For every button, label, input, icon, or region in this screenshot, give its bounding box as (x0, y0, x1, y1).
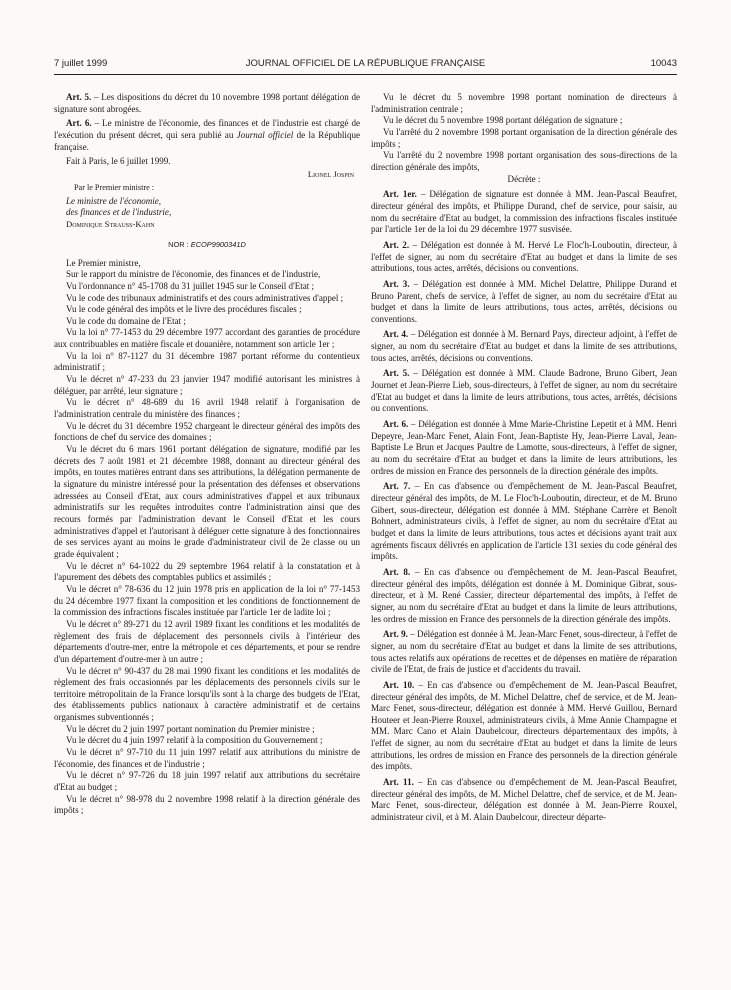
nor-label: NOR : (168, 239, 191, 249)
visa-paragraph: Vu le décret du 2 juin 1997 portant nomination du Premier ministre ; (66, 723, 315, 734)
article-text: – Délégation est donnée à M. Bernard Pays, directeur adjoint, à l'effet de signer, au nom du secrétaire d'Etat au budget et dans la limite de ses attributions, tous actes, arrêtés, décisions ou conventions. (371, 329, 677, 363)
visa-paragraph: Vu le décret n° 47-233 du 23 janvier 1947 modifié autorisant les ministres à déléguer, par arrêté, leur signature ; (54, 374, 360, 396)
article-text: – Délégation est donnée à MM. Claude Badrone, Bruno Gibert, Jean Journet et Jean-Pierre Lieb, sous-directeurs, à l'effet de signer, au nom du secrétaire d'Etat au budget et dans la limite de leurs attributions, tous actes, arrêtés, décisions ou conventions. (371, 368, 678, 414)
minister-title-1: Le ministre de l'économie, (66, 195, 162, 206)
article-5 (54, 92, 360, 115)
article-paragraph (371, 777, 677, 824)
header-date: 7 juillet 1999 (54, 58, 108, 69)
par-premier-ministre: Par le Premier ministre : (74, 183, 155, 193)
visa-paragraph: Vu le décret n° 64-1022 du 29 septembre 1964 relatif à la constatation et à l'apurement des débets des comptables publics et assimilés ; (54, 560, 360, 583)
article-text: – Délégation est donnée à M. Hervé Le Floc'h-Louboutin, directeur, à l'effet de signer, au nom du secrétaire d'Etat au budget et dans la limite de ses attributions, tous actes, arrêtés, décisions ou conventions. (371, 239, 677, 274)
visa-paragraph: Vu le décret n° 97-726 du 18 juin 1997 relatif aux attributions du secrétaire d'Etat au budget ; (54, 770, 360, 793)
visa-paragraph: Vu l'arrêté du 2 novembre 1998 portant organisation de la direction générale des impôts ; (371, 126, 677, 149)
article-text: de la République française. (54, 129, 360, 152)
visa-paragraph: Le Premier ministre, (66, 257, 141, 268)
article-text: – Délégation est donnée à MM. Michel Delattre, Philippe Durand et Bruno Parent, chefs de service, à l'effet de signer, au nom du secrétaire d'Etat au budget et dans la limite de leurs attributions, tous actes, arrêtés, décisions ou conventions. (371, 278, 677, 324)
article-text: – Délégation est donnée à M. Jean-Marc Fenet, sous-directeur, à l'effet de signer, au nom du secrétaire d'Etat au budget et dans la limite de ses attributions, tous actes relatifs aux opérations de recettes et de dépenses en matière de réparation civile de l'Etat, de frais de justice et d'accidents du travail. (371, 629, 678, 675)
header-rule (54, 74, 677, 75)
article-text: – En cas d'absence ou d'empêchement de M. Jean-Pascal Beaufret, directeur général des impôts, de M. Michel Delattre, chef de service, et de M. Jean-Marc Fenet, sous-directeur, délégation est donnée à MM. Hervé Guillou, Bernard Houteer et Jean-Pierre Rouxel, administrateurs civils, à Mme Annie Champagne et MM. Marc Cano et Alain Daubelcour, directeurs départementaux des impôts, à l'effet de signer, au nom du secrétaire d'Etat au budget et dans la limite de leurs attributions, les ordres de mission en France des personnels de la direction générale des impôts. (371, 679, 677, 772)
decrete-heading: Décrète : (507, 173, 541, 184)
visa-paragraph: Vu le code du domaine de l'Etat ; (66, 315, 186, 326)
article-paragraph (371, 329, 677, 364)
journal-officiel-italic: Journal officiel (236, 129, 294, 140)
visa-list (54, 258, 360, 818)
article-paragraph (371, 419, 677, 477)
visa-paragraph: Vu le décret n° 48-689 du 16 avril 1948 relatif à l'organisation de l'administration centrale du ministère des finances ; (54, 397, 360, 420)
visa-paragraph: Vu le décret n° 89-271 du 12 avril 1989 fixant les conditions et les modalités de règlement des frais de déplacement des personnels civils à l'intérieur des départements d'outre-mer, entre la métropole et ces départements, et pour se rendre d'un département d'outre-mer à un autre ; (54, 618, 360, 664)
visa-paragraph: Vu la loi n° 87-1127 du 31 décembre 1987 portant réforme du contentieux administratif ; (54, 350, 360, 373)
left-column (54, 92, 360, 817)
article-paragraph (371, 368, 677, 415)
page-number: 10043 (650, 58, 677, 69)
article-list (371, 189, 677, 823)
nor-reference (54, 240, 360, 250)
visa-paragraph: Vu le décret du 6 mars 1961 portant délégation de signature, modifié par les décrets des 7 août 1981 et 21 décembre 1988, donnant au directeur général des impôts, en toutes matières entrant dans ses attributions, la délégation permanente de la signature du ministre intéressé pour la présentation des défenses et observations adressées au Conseil d'Etat, aux cours administratives d'appel et aux tribunaux administratifs sur les requêtes introduites contre l'administration ainsi que des recours formés par l'administration devant le Conseil d'Etat et les cours administratives d'appel et l'autorisant à déléguer cette signature à des fonctionnaires de ses services ayant au moins le grade d'administrateur civil de 2e classe ou un grade équivalent ; (54, 444, 360, 559)
visa-paragraph: Vu le décret du 4 juin 1997 relatif à la composition du Gouvernement ; (66, 735, 323, 746)
article-label: Art. 5. (383, 368, 410, 379)
article-label: Art. 8. (383, 566, 411, 577)
article-label: Art. 11. (383, 777, 414, 788)
article-text: – En cas d'absence ou d'empêchement de M. Jean-Pascal Beaufret, directeur général des impôts, de M. Michel Delattre, chef de service, et de M. Jean-Marc Fenet, sous-directeur, délégation est donnée à M. Jean-Pierre Rouxel, administrateur civil, et à M. Alain Daubelcour, directeur départe- (371, 777, 677, 823)
visa-paragraph: Vu le décret n° 97-710 du 11 juin 1997 relatif aux attributions du ministre de l'économie, des finances et de l'industrie ; (54, 747, 360, 769)
visa-paragraph: Vu l'ordonnance n° 45-1708 du 31 juillet 1945 sur le Conseil d'Etat ; (66, 280, 315, 291)
visa-paragraph: Vu l'arrêté du 2 novembre 1998 portant organisation des sous-directions de la direction générale des impôts, (371, 150, 677, 172)
visa-paragraph: Vu le décret n° 90-437 du 28 mai 1990 fixant les conditions et les modalités de règlement des frais occasionnés par les déplacements des personnels civils sur le territoire métropolitain de la France lorsqu'ils sont à la charge des budgets de l'Etat, des établissements publics nationaux à caractère administratif et de certains organismes subventionnés ; (54, 665, 360, 723)
signatory: Lionel Jospin (307, 168, 354, 179)
article-text: – Les dispositions du décret du 10 novembre 1998 portant délégation de signature sont abrogées. (54, 92, 361, 114)
journal-title: JOURNAL OFFICIEL DE LA RÉPUBLIQUE FRANÇAISE (245, 58, 486, 69)
article-label: Art. 2. (383, 239, 410, 250)
article-label: Art. 10. (383, 679, 415, 690)
article-text: – En cas d'absence ou d'empêchement de M. Jean-Pascal Beaufret, directeur général des impôts, de M. Le Floc'h-Louboutin, directeur, et de M. Bruno Gibert, sous-directeur, délégation est donnée à MM. Stéphane Carrère et Benoît Bohnert, administrateurs civils, à l'effet de signer, au nom du secrétaire d'Etat au budget et dans la limite de leurs attributions, tous actes et décisions ayant trait aux agréments fiscaux délivrés en application de l'article 131 sexies du code général des impôts. (371, 481, 677, 562)
article-label: Art. 7. (383, 481, 411, 492)
fait-line: Fait à Paris, le 6 juillet 1999. (66, 156, 171, 167)
article-paragraph (371, 680, 677, 773)
minister-name: Dominique Strauss-Kahn (66, 218, 155, 229)
visa-paragraph: Vu le code des tribunaux administratifs et des cours administratives d'appel ; (66, 292, 344, 303)
article-label: Art. 5. (66, 92, 92, 102)
article-paragraph (371, 567, 677, 625)
article-label: Art. 4. (383, 329, 409, 340)
visa-paragraph: Vu le décret n° 78-636 du 12 juin 1978 pris en application de la loi n° 77-1453 du 24 décembre 1977 fixant la composition et les conditions de fonctionnement de la commission des infractions fiscales instituée par l'article 1er de ladite loi ; (54, 583, 360, 618)
visa-list-continued (371, 92, 677, 174)
visa-paragraph: Vu le décret du 31 décembre 1952 chargeant le directeur général des impôts des fonctions de chef du service des domaines ; (54, 420, 360, 443)
article-text: – En cas d'absence ou d'empêchement de M. Jean-Pascal Beaufret, directeur général des impôts, délégation est donnée à M. Dominique Gibrat, sous-directeur, et à M. René Cassier, directeur départemental des impôts, à l'effet de signer, au nom du secrétaire d'Etat au budget et dans la limite de leurs attributions, les ordres de mission en France des personnels de la direction générale des impôts. (371, 566, 677, 624)
visa-paragraph: Vu le décret du 5 novembre 1998 portant nomination de directeurs à l'administration centrale ; (371, 92, 677, 114)
visa-paragraph: Vu le décret du 5 novembre 1998 portant délégation de signature ; (383, 115, 623, 126)
article-label: Art. 9. (383, 629, 408, 640)
article-6 (54, 118, 360, 153)
visa-paragraph: Sur le rapport du ministre de l'économie, des finances et de l'industrie, (66, 269, 321, 280)
visa-paragraph: Vu le décret n° 98-978 du 2 novembre 1998 relatif à la direction générale des impôts ; (54, 793, 360, 816)
article-text: – Délégation est donnée à Mme Marie-Christine Lepetit et à MM. Henri Depeyre, Jean-Marc Fenet, Alain Font, Jean-Baptiste Hy, Jean-Pierre Laval, Jean-Baptiste Le Brun et Jacques Paultre de Lamotte, sous-directeurs, à l'effet de signer, au nom du secrétaire d'Etat au budget et dans la limite de leurs attributions, les ordres de mission en France des personnels de la direction générale des impôts. (371, 419, 678, 476)
article-text: – Délégation de signature est donnée à MM. Jean-Pascal Beaufret, directeur général des impôts, et Philippe Durand, chef de service, pour saisir, au nom du secrétaire d'Etat au budget, la commission des infractions fiscales instituée par l'article 1er de la loi du 29 décembre 1977 susvisée. (371, 189, 677, 235)
article-text: – Le ministre de l'économie, des finances et de l'industrie est chargé de l'exécution du présent décret, qui sera publié au (54, 118, 360, 140)
article-label: Art. 6. (383, 419, 409, 430)
visa-paragraph: Vu le code général des impôts et le livre des procédures fiscales ; (66, 304, 302, 315)
nor-code: ECOP9900341D (190, 239, 246, 249)
article-label: Art. 6. (66, 118, 92, 129)
article-paragraph (371, 481, 677, 563)
article-label: Art. 1er. (383, 189, 417, 200)
minister-title-2: des finances et de l'industrie, (66, 207, 172, 218)
article-paragraph (371, 629, 677, 676)
article-label: Art. 3. (383, 278, 410, 289)
visa-paragraph: Vu la loi n° 77-1453 du 29 décembre 1977 accordant des garanties de procédure aux contribuables en matière fiscale et douanière, notamment son article 1er ; (54, 327, 360, 350)
article-paragraph (371, 279, 677, 326)
article-paragraph (371, 189, 677, 236)
article-paragraph (371, 240, 677, 275)
right-column (371, 92, 677, 824)
page-header (54, 58, 677, 72)
